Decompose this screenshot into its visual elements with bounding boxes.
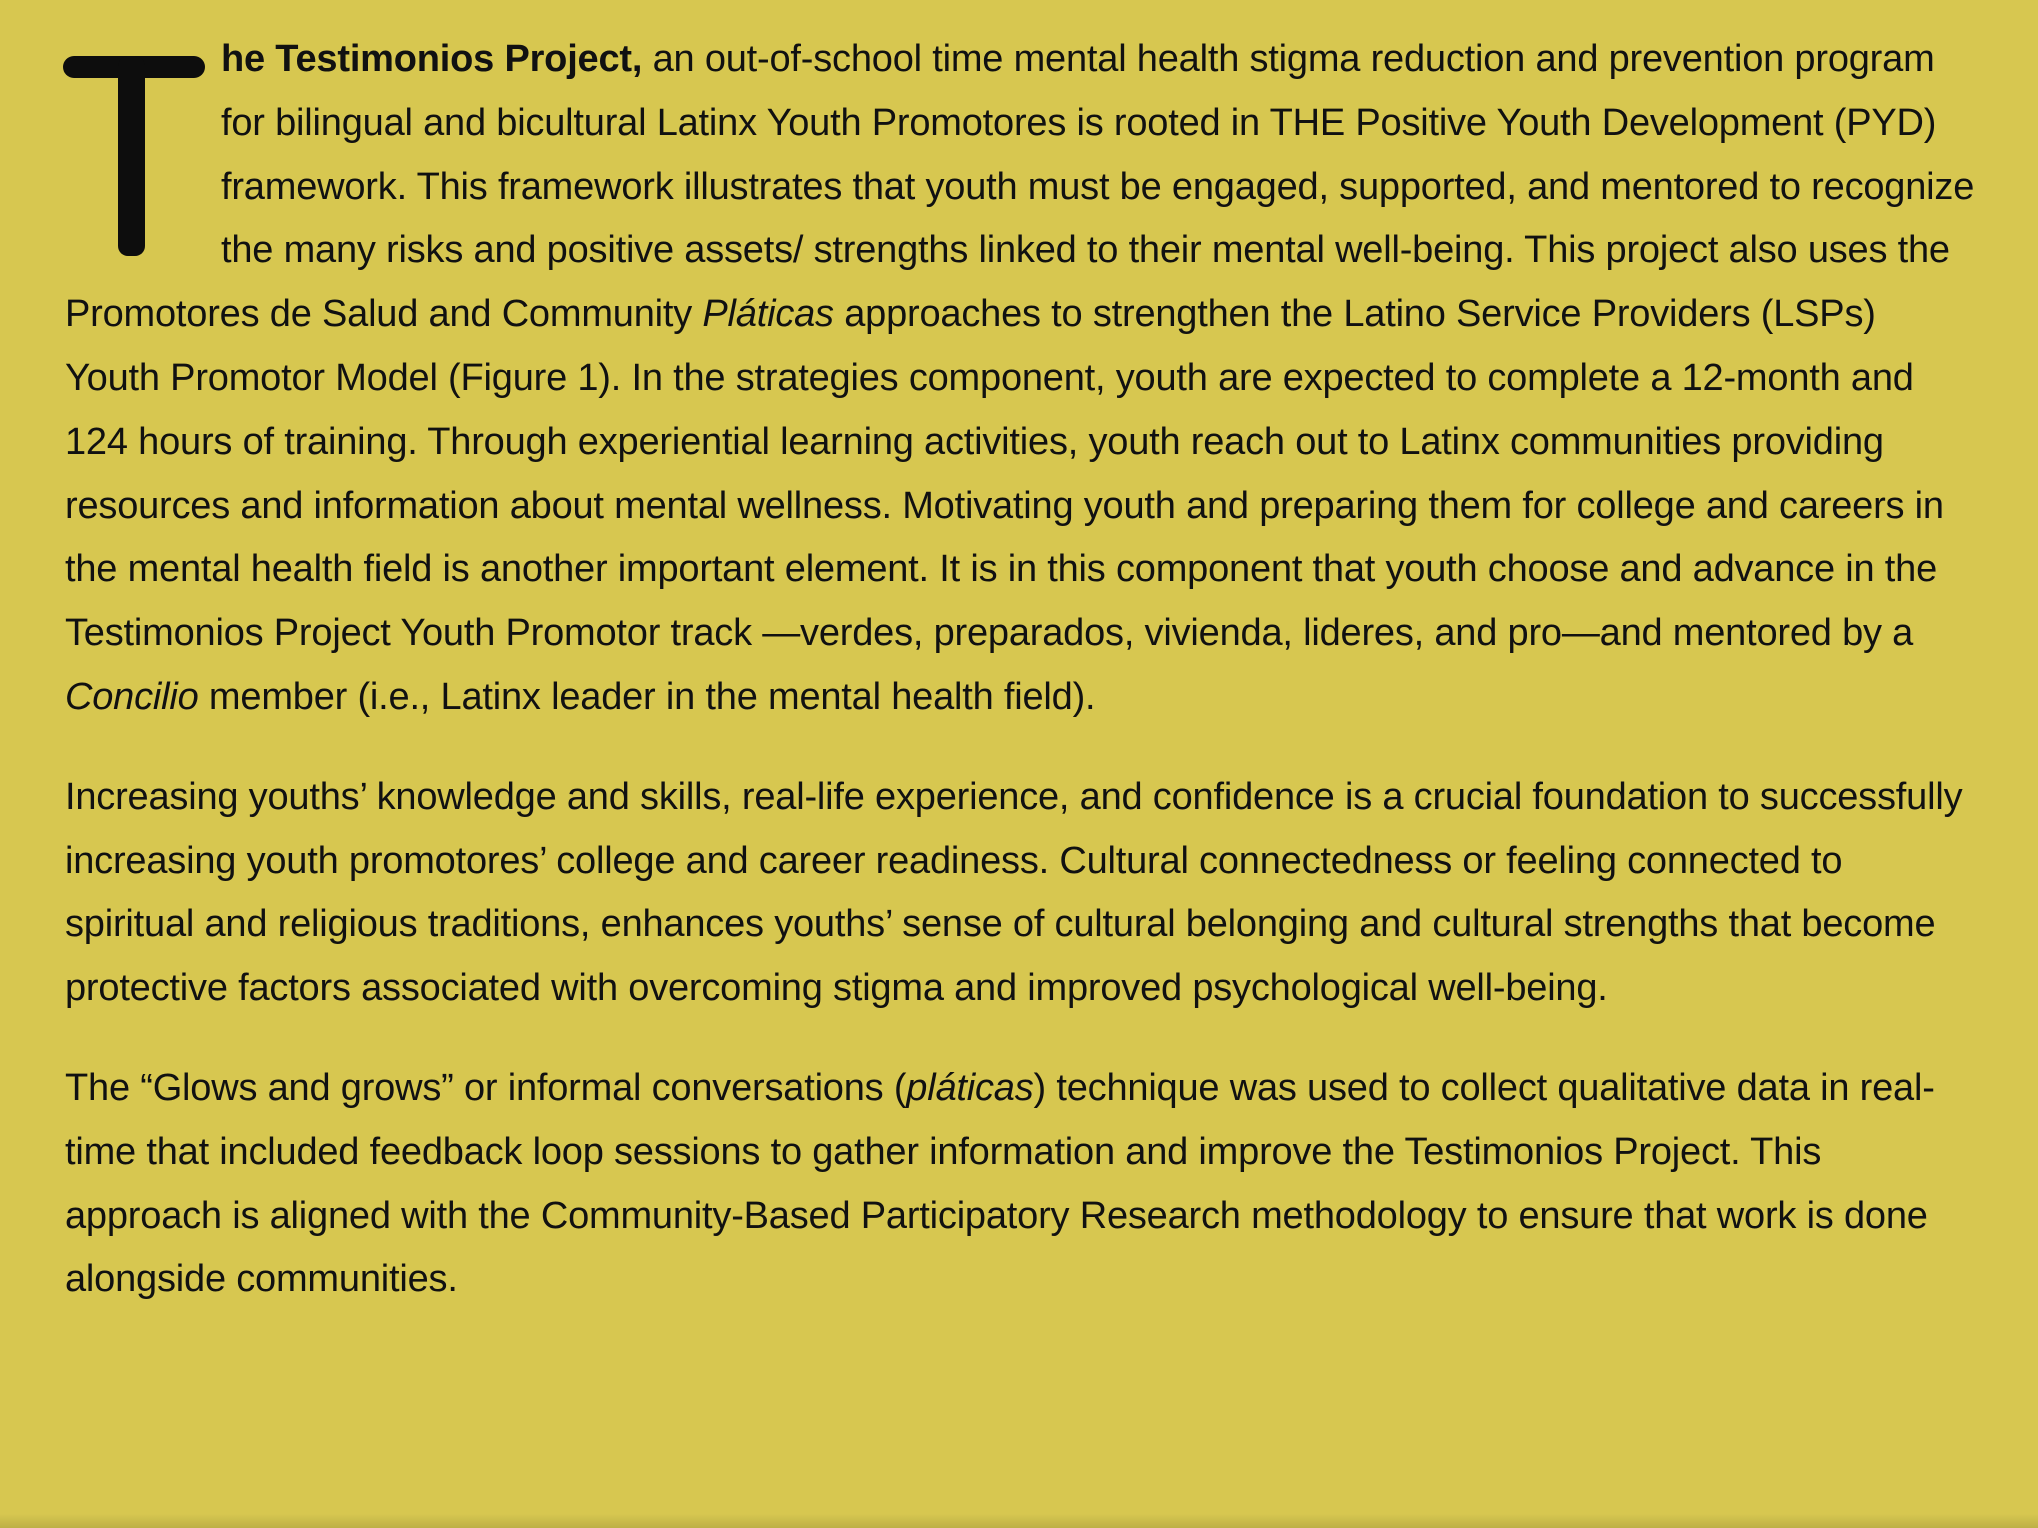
methodology-text-1: The “Glows and grows” or informal conversations ( xyxy=(65,1066,907,1109)
project-name-lead: he Testimonios Project, xyxy=(221,38,643,80)
paragraph-readiness xyxy=(65,766,1978,1021)
intro-text-2: approaches to strengthen the Latino Service Providers (LSPs) Youth Promotor Model (Figure 1). In the strategies component, youth are expected to complete a 12-month and 124 hours of training. Through experiential learning activities, youth reach out to Latinx communities providing resources and information about mental wellness. Motivating youth and preparing them for college and careers in the mental health field is another important element. It is in this component that youth choose and advance in the Testimonios Project Youth Promotor track —verdes, preparados, vivienda, lideres, and pro—and mentored by a xyxy=(65,293,1944,655)
drop-cap xyxy=(63,40,215,252)
readiness-text: Increasing youths’ knowledge and skills, real-life experience, and confidence is a crucial foundation to successfully increasing youth promotores’ college and career readiness. Cultural connectedness or feeling connected to spiritual and religious traditions, enhances youths’ sense of cultural belonging and cultural strengths that become protective factors associated with overcoming stigma and improved psychological well-being. xyxy=(65,775,1963,1010)
methodology-text-2: ) technique was used to collect qualitative data in real-time that included feedback loop sessions to gather information and improve the Testimonios Project. This approach is aligned with the Community-Based Participatory Research methodology to ensure that work is done alongside communities. xyxy=(65,1066,1935,1301)
intro-text-1: an out-of-school time mental health stigma reduction and prevention program for bilingual and bicultural Latinx Youth Promotores is rooted in THE Positive Youth Development (PYD) framework. This framework illustrates that youth must be engaged, supported, and mentored to recognize the many risks and positive assets/ strengths linked to their mental well-being. This project also uses the Promotores de Salud and Community xyxy=(65,38,1975,336)
concilio-term: Concilio xyxy=(65,675,199,718)
bottom-edge-shadow xyxy=(0,1514,2038,1528)
platicas-term: Pláticas xyxy=(702,293,834,336)
paragraph-methodology xyxy=(65,1057,1978,1312)
paragraph-intro xyxy=(65,28,1978,730)
drop-cap-stem xyxy=(118,56,145,256)
intro-text-3: member (i.e., Latinx leader in the mental health field). xyxy=(198,675,1096,718)
platicas-term-2: pláticas xyxy=(906,1066,1034,1109)
